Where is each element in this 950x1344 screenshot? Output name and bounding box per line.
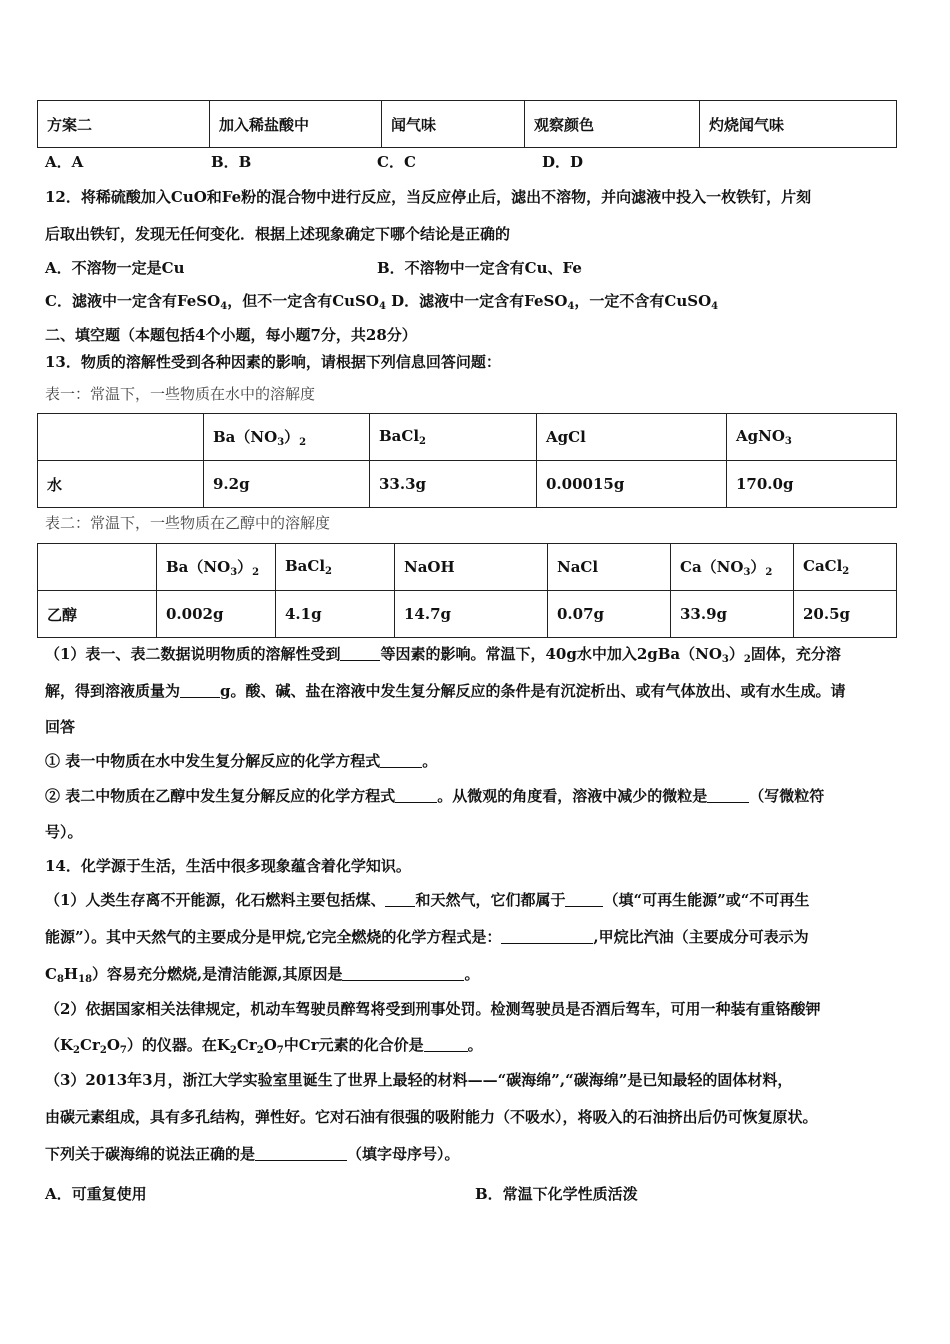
q13-part1-line2: 解，得到溶液质量为 g。酸、碱、盐在溶液中发生复分解反应的条件是有沉淀析出、或有气体放出、或有水生成。请	[45, 682, 846, 700]
table1-row-label: 水	[38, 461, 204, 508]
q14-part1-line2: 能源”）。其中天然气的主要成分是甲烷,它完全燃烧的化学方程式是： ,甲烷比汽油（主要成分可表示为	[45, 928, 809, 946]
section2-heading: 二、填空题（本题包括4个小题，每小题7分，共28分）	[45, 326, 417, 344]
answer-blank[interactable]	[501, 928, 593, 944]
q12-stem-line2: 后取出铁钉，发现无任何变化．根据上述现象确定下哪个结论是正确的	[45, 225, 511, 243]
table2-cell: 4.1g	[276, 591, 395, 638]
table1-header: $Ba(NO_3)_2$	[204, 414, 370, 461]
subscript: 4	[220, 301, 228, 312]
table1-cell: 9.2g	[204, 461, 370, 508]
q14-stem: 14．化学源于生活，生活中很多现象蕴含着化学知识。	[45, 857, 411, 875]
table1-cell: 170.0g	[727, 461, 897, 508]
table2-cell: 14.7g	[395, 591, 548, 638]
q14-option-a: A．可重复使用	[45, 1185, 147, 1203]
answer-blank[interactable]	[385, 891, 415, 907]
table1-header-empty	[38, 414, 204, 461]
q12-stem-line1: 12．将稀硫酸加入CuO和Fe粉的混合物中进行反应，当反应停止后，滤出不溶物，并向滤液中投入一枚铁钉，片刻	[45, 188, 812, 206]
solubility-water-table	[37, 413, 897, 508]
table1-cell: 0.00015g	[537, 461, 727, 508]
q14-part2-line1: （2）依据国家相关法律规定，机动车驾驶员醉驾将受到刑事处罚。检测驾驶员是否酒后驾车，可用一种装有重铬酸钾	[45, 1000, 821, 1018]
q12-option-cd	[45, 290, 718, 312]
scheme-cell: 观察颜色	[525, 101, 700, 148]
table2-header: BaCl$_2$	[276, 544, 395, 591]
q14-part1-line1: （1）人类生存离不开能源，化石燃料主要包括煤、 和天然气，它们都属于 （填“可再生能源”或“不可再生	[45, 891, 810, 909]
scheme-cell: 灼烧闻气味	[700, 101, 897, 148]
table2-cell: 20.5g	[794, 591, 897, 638]
table2-header: NaOH	[395, 544, 548, 591]
table2-caption: 表二：常温下，一些物质在乙醇中的溶解度	[45, 514, 331, 532]
subscript: 4	[567, 301, 575, 312]
q13-part3-line2: 号）。	[45, 823, 83, 841]
table1-cell: 33.3g	[370, 461, 537, 508]
table1-header: AgNO$_3$	[727, 414, 897, 461]
answer-blank[interactable]	[340, 645, 380, 661]
q13-part3-line1: ② 表二中物质在乙醇中发生复分解反应的化学方程式 。从微观的角度看，溶液中减少的微粒是 （写微粒符	[45, 787, 825, 805]
answer-blank[interactable]	[342, 965, 464, 981]
q13-part2: ① 表一中物质在水中发生复分解反应的化学方程式 。	[45, 752, 438, 770]
table1-caption: 表一：常温下，一些物质在水中的溶解度	[45, 385, 316, 403]
answer-blank[interactable]	[424, 1036, 468, 1052]
answer-blank[interactable]	[180, 682, 220, 698]
answer-blank[interactable]	[380, 752, 422, 768]
table2-header-empty	[38, 544, 157, 591]
table2-row-label: 乙醇	[38, 591, 157, 638]
q14-part3-line3: 下列关于碳海绵的说法正确的是 （填字母序号）。	[45, 1145, 460, 1163]
q12-option-d-pre: D．滤液中一定含有FeSO	[385, 292, 568, 310]
q13-part1-line3: 回答	[45, 718, 76, 736]
scheme-cell: 闻气味	[382, 101, 525, 148]
table2-cell: 0.002g	[157, 591, 276, 638]
answer-blank[interactable]	[395, 787, 437, 803]
scheme-cell: 方案二	[38, 101, 210, 148]
answer-blank[interactable]	[255, 1145, 347, 1161]
q14-part1-line3: $C_8H_{18}$）容易充分燃烧,是清洁能源,其原因是 。	[45, 965, 480, 985]
q14-part3-line2: 由碳元素组成，具有多孔结构，弹性好。它对石油有很强的吸附能力（不吸水），将吸入的石油挤出后仍可恢复原状。	[45, 1108, 818, 1126]
q11-option-b: B．B	[211, 153, 252, 171]
q12-option-a: A．不溶物一定是Cu	[45, 259, 185, 277]
q12-option-c-mid: ，但不一定含有CuSO	[227, 292, 379, 310]
scheme-table	[37, 100, 897, 148]
table2-header: CaCl$_2$	[794, 544, 897, 591]
q11-option-c: C．C	[377, 153, 416, 171]
q11-option-d: D．D	[542, 153, 584, 171]
table2-cell: 0.07g	[548, 591, 671, 638]
q12-option-d-mid: ，一定不含有CuSO	[574, 292, 712, 310]
q14-part2-line2: $(K_2Cr_2O_7)$的仪器。在$K_2Cr_2O_7$中Cr元素的化合价是 。	[45, 1036, 483, 1056]
table1-header: BaCl$_2$	[370, 414, 537, 461]
subscript: 4	[378, 301, 386, 312]
q13-part1-line1: （1）表一、表二数据说明物质的溶解性受到 等因素的影响。常温下，40g水中加入$2gBa(NO_3)_2$固体，充分溶	[45, 645, 841, 665]
q12-option-c-pre: C．滤液中一定含有FeSO	[45, 292, 221, 310]
q14-part3-line1: （3）2013年3月，浙江大学实验室里诞生了世界上最轻的材料——“碳海绵”,“碳海绵”是已知最轻的固体材料，	[45, 1071, 793, 1089]
scheme-cell: 加入稀盐酸中	[210, 101, 382, 148]
answer-blank[interactable]	[707, 787, 749, 803]
table2-header: $Ca(NO_3)_2$	[671, 544, 794, 591]
q12-option-b: B．不溶物中一定含有Cu、Fe	[377, 259, 582, 277]
table2-header: $Ba(NO_3)_2$	[157, 544, 276, 591]
table1-header: AgCl	[537, 414, 727, 461]
solubility-ethanol-table	[37, 543, 897, 638]
q14-option-b: B．常温下化学性质活泼	[475, 1185, 638, 1203]
q11-option-a: A．A	[45, 153, 84, 171]
subscript: 4	[711, 301, 719, 312]
table2-header: NaCl	[548, 544, 671, 591]
answer-blank[interactable]	[565, 891, 603, 907]
table2-cell: 33.9g	[671, 591, 794, 638]
q13-stem: 13．物质的溶解性受到各种因素的影响，请根据下列信息回答问题：	[45, 353, 501, 371]
